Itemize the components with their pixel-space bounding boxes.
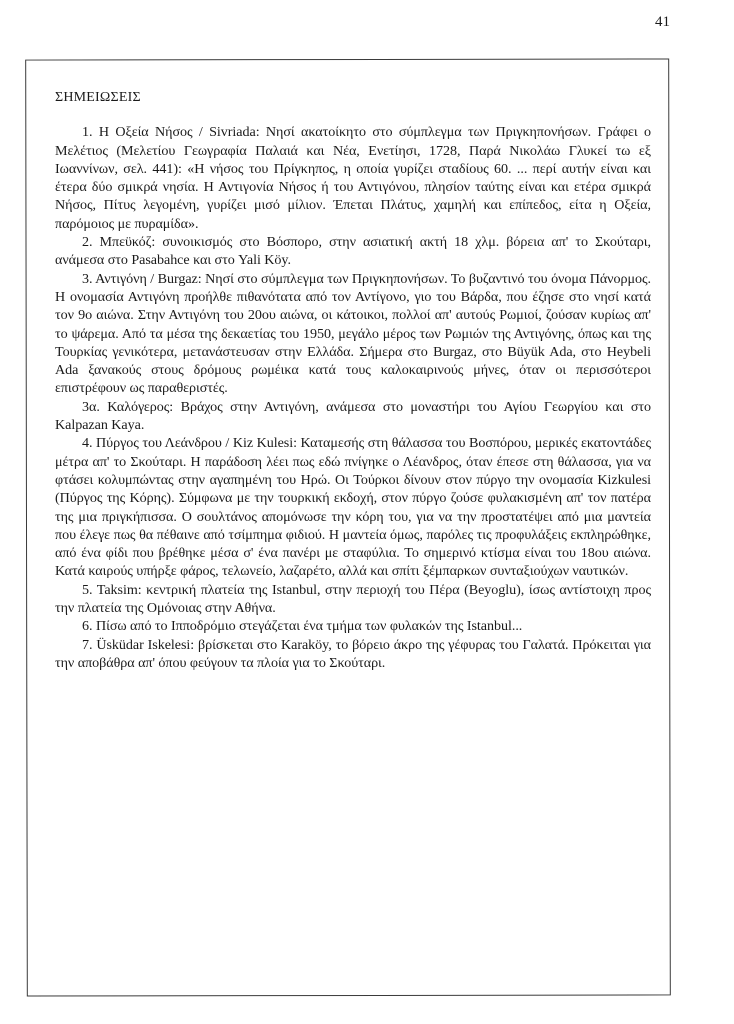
note-3a: 3α. Καλόγερος: Βράχος στην Αντιγόνη, ανάμεσα στο μοναστήρι του Αγίου Γεωργίου και στο Kalpazan Kaya. [55,398,651,434]
note-2: 2. Μπεϋκόζ: συνοικισμός στο Βόσπορο, στην ασιατική ακτή 18 χλμ. βόρεια απ' το Σκούταρι, ανάμεσα στο Pasabahce και στο Yali Köy. [55,234,651,269]
note-5: 5. Taksim: κεντρική πλατεία της Istanbul, στην περιοχή του Πέρα (Beyoglu), ίσως αντίστοιχη προς την πλατεία της Ομόνοιας στην Αθήνα. [55,581,651,617]
notes-section [55,89,651,672]
note-3: 3. Αντιγόνη / Burgaz: Νησί στο σύμπλεγμα των Πριγκηπονήσων. Το βυζαντινό του όνομα Πάνορμος. Η ονομασία Αντιγόνη προήλθε πιθανότατα από τον Αντίγονο, γιο του Βάρδα, που έζησε στο νησί κατά τον 9ο αιώνα. Στην Αντιγόνη του 20ου αιώνα, οι κάτοικοι, πολλοί απ' αυτούς Ρωμιοί, ζούσαν κυρίως απ' το ψάρεμα. Από τα μέσα της δεκαετίας του 1950, μεγάλο μέρος των Ρωμιών της Αντιγόνης, όπως και της Τουρκίας γενικότερα, μετανάστευσαν στην Ελλάδα. Σήμερα στο Burgaz, στο Büyük Ada, στο Heybeli Ada ξανακούς στους δρόμους ρωμέικα κατά τους καλοκαιρινούς μήνες, όταν οι περισσότεροι επιστρέφουν ως παραθεριστές. [55,270,651,397]
note-1: 1. Η Οξεία Νήσος / Sivriada: Νησί ακατοίκητο στο σύμπλεγμα των Πριγκηπονήσων. Γράφει ο Μελέτιος (Μελετίου Γεωγραφία Παλαιά και Νέα, Ενετίησι, 1728, Παρά Νικολάω Γλυκεί τω εξ Ιωαννίνων, σελ. 441): «Η νήσος του Πρίγκηπος, η οποία γυρίζει σταδίους 60. ... περί αυτήν είναι και έτερα δύο σμικρά νησία. Η Αντιγονία Νήσος ή του Αντιγόνου, πλησίον ταύτης είναι και ετέρα σμικρά Νήσος, Πίτυς λεγομένη, γυρίζει μισό μίλιον. Έπεται Πλάτυς, χαμηλή και επίπεδος, είτα η Οξεία, παρόμοιος με πυραμίδα». [55,124,651,232]
page-number: 41 [655,14,670,30]
section-heading: ΣΗΜΕΙΩΣΕΙΣ [55,90,141,105]
note-4: 4. Πύργος του Λεάνδρου / Kiz Kulesi: Καταμεσής στη θάλασσα του Βοσπόρου, μερικές εκατοντάδες μέτρα απ' το Σκούταρι. Η παράδοση λέει πως εδώ πνίγηκε ο Λέανδρος, όταν έπεσε στη θάλασσα, για να φτάσει κολυμπώντας στην αγαπημένη του Ηρώ. Οι Τούρκοι δίνουν στον πύργο την ονομασία Kizkulesi (Πύργος της Κόρης). Σύμφωνα με την τουρκική εκδοχή, στον πύργο ζούσε φυλακισμένη απ' τον πατέρα της μια πριγκήπισσα. Ο σουλτάνος απομόνωσε την κόρη του, για να την προστατέψει από μια μαντεία που έλεγε πως θα πέθαινε από τσίμπημα φιδιού. Η μαντεία όμως, παρόλες τις προφυλάξεις εκπληρώθηκε, από ένα φίδι που βρέθηκε μέσα σ' ένα πανέρι με σταφύλια. Το σημερινό κτίσμα είναι του 18ου αιώνα. Κατά καιρούς υπήρξε φάρος, τελωνείο, λαζαρέτο, αλλά και σπίτι ξέμπαρκων συνταξιούχων ναυτικών. [55,435,651,580]
note-7: 7. Üsküdar Iskelesi: βρίσκεται στο Karaköy, το βόρειο άκρο της γέφυρας του Γαλατά. Πρόκειται για την αποβάθρα απ' όπου φεύγουν τα πλοία για το Σκούταρι. [55,636,651,671]
note-6: 6. Πίσω από το Ιπποδρόμιο στεγάζεται ένα τμήμα των φυλακών της Istanbul... [82,618,523,635]
